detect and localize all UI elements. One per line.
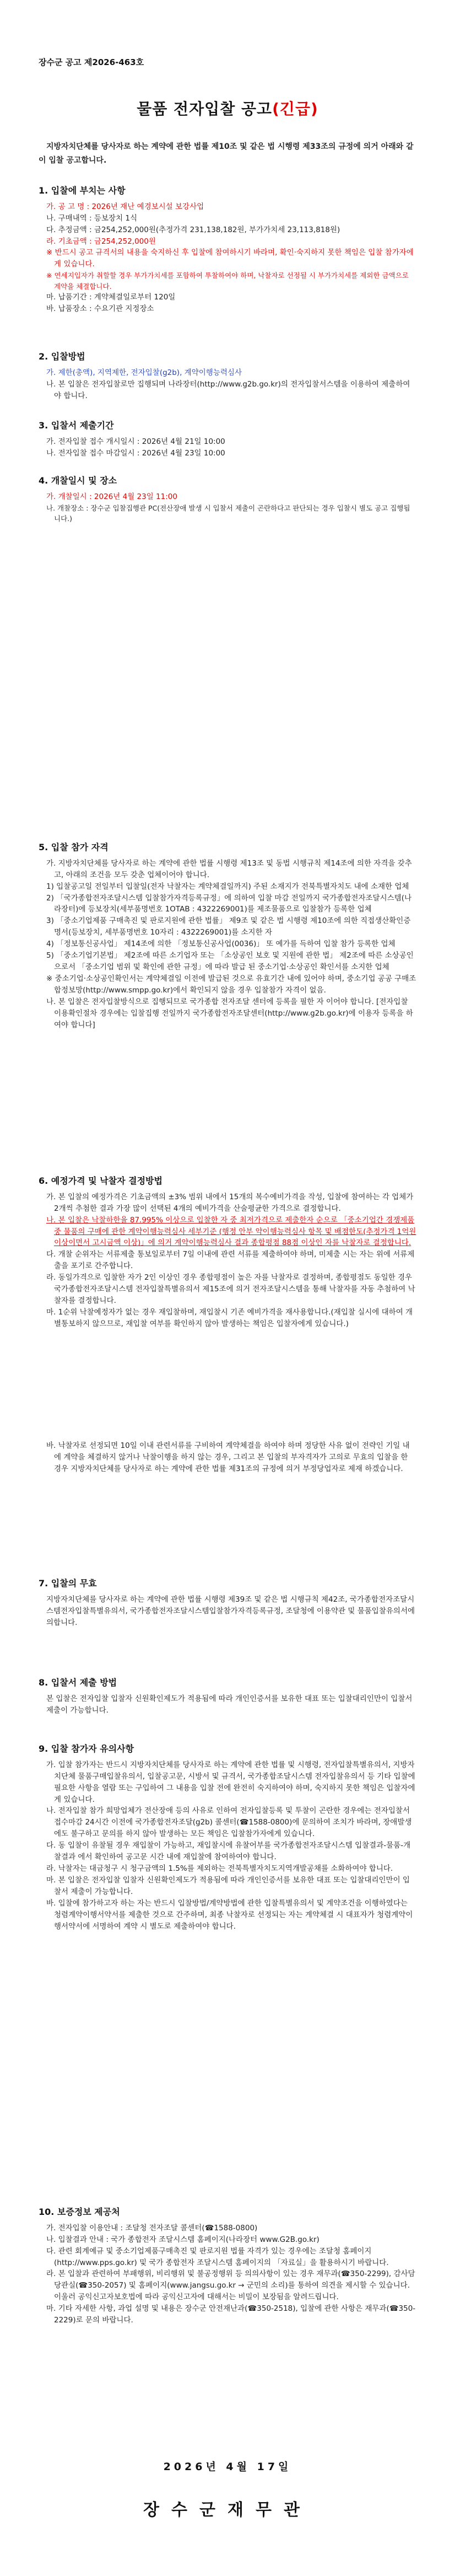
info-line: 다. 관련 회계예규 및 중소기업제품구매촉진 및 판로지원 법률 자격가 있는 경우에는 조달청 홈페이지(http://www.pps.go.kr) 및 국가 종합전자 조달시스템 홈페이지의 「자료실」을 활용하시기 바랍니다. <box>46 2246 389 2267</box>
section-heading: 9. 입찰 참가자 유의사항 <box>39 1743 134 1754</box>
title-urgent-badge: (긴급) <box>272 100 318 118</box>
award-line: 바. 낙찰자로 선정되면 10일 이내 관련서류를 구비하여 계약체결을 하여야 하며 정당한 사유 없이 전략인 기일 내에 계약을 체결하지 않거나 낙찰이행을 하지 않는 경우, 그리고 본 입찰의 부자격자가 고의로 무효의 입찰을 한 경우 지방자치단체를 당사자로 하는 계약에 관한 법률 제31조의 규정에 의거 부정당업자로 제재 하겠습니다. <box>46 1441 410 1473</box>
section-bid-items <box>39 184 416 315</box>
section-info-sources <box>39 2205 416 2326</box>
award-line: 다. 개찰 순위자는 서류제출 통보일로부터 7일 이내에 관련 서류를 제출하여야 하며, 미제출 시는 자는 위에 서류제출을 포기로 간주합니다. <box>46 1250 415 1271</box>
notes-line: 가. 입찰 참가자는 반드시 지방자치단체를 당사자로 하는 계약에 관한 법률 및 시행령, 전자입찰특별유의서, 지방자치단체 물품구매입찰유의서, 입찰공고문, 시방서 및 규격서, 국가종합조달시스템 전자입찰유의서 등 기타 입찰에 필요한 사항을 열람 또는 구입하여 그 내용을 입찰 전에 완전히 숙지하여야 하며, 숙지하지 못한 책임은 입찰자에게 있습니다. <box>46 1760 415 1804</box>
award-line: 마. 1순위 낙찰예정자가 없는 경우 재입찰하며, 재입찰시 기존 예비가격을 재사용합니다.(재입찰 실시에 대하여 개별통보하지 않으므로, 재입찰 여부를 확인하지 않아 발생하는 책임은 입찰자에게 있습니다.) <box>46 1308 413 1328</box>
eligibility-sub: 1) 입찰공고일 전일부터 입찰일(전자 낙찰자는 계약체결일까지) 주된 소재지가 전북특별자치도 내에 소재한 업체 <box>46 882 409 891</box>
section-heading: 1. 입찰에 부치는 사항 <box>39 185 126 196</box>
section-heading: 3. 입찰서 제출기간 <box>39 420 114 431</box>
eligibility-line: 가. 지방자치단체를 당사자로 하는 계약에 관한 법률 시행령 제13조 및 동법 시행규칙 제14조에 의한 자격을 갖추고, 아래의 조건을 모두 갖춘 업체이어야 합니다. <box>46 858 412 879</box>
section-heading: 2. 입찰방법 <box>39 351 85 362</box>
method-line: 가. 제한(총액), 지역제한, 전자입찰(g2b), 계약이행능력심사 <box>46 368 242 377</box>
notice-line-1: ※ 반드시 공고 규격서의 내용을 숙지하신 후 입찰에 참여하시기 바라며, 확인·숙지하지 못한 책임은 입찰 참가자에게 있습니다. <box>46 248 414 269</box>
title-main: 물품 전자입찰 공고 <box>137 100 273 118</box>
page-title <box>0 97 455 121</box>
info-line: 가. 전자입찰 이용안내 : 조달청 전자조달 콜센터(☎1588-0800) <box>46 2223 258 2232</box>
section-heading: 10. 보증정보 제공처 <box>39 2207 120 2217</box>
section-heading: 5. 입찰 참가 자격 <box>39 842 109 852</box>
eligibility-line: 나. 본 입찰은 전자입찰방식으로 집행되므로 국가종합 전자조달 센터에 등록을 필한 자 이어야 합니다. [전자입찰 이용확인절차 경우에는 입찰집행 전일까지 국가종합전자조달센터(http://www.g2b.go.kr)에 이용자 등록을 하여야 합니다] <box>46 997 413 1029</box>
section-submission-period <box>39 419 416 459</box>
delivery-place-line: 바. 납품장소 : 수요기관 지정장소 <box>46 304 154 313</box>
info-line: 나. 입찰결과 안내 : 국가 종합전자 조달시스템 홈페이지(나라장터 www.G2B.go.kr) <box>46 2235 319 2244</box>
estimate-line: 다. 추정금액 : 금254,252,000원(추정가격 231,138,182원, 부가가치세 23,113,818원) <box>46 225 340 234</box>
section-heading: 7. 입찰의 무효 <box>39 1578 97 1588</box>
notes-line: 라. 낙찰자는 대금청구 시 청구금액의 1.5%를 제외하는 전북특별자치도지역개발공채를 소화하여야 합니다. <box>46 1864 393 1874</box>
notice-line-2: ※ 연세지입자가 취할할 경우 부가가치세를 포함하여 투찰하여야 하며, 낙찰자로 선정될 시 부가가치세를 제외한 금액으로 계약을 체결합니다. <box>46 271 409 291</box>
award-line: 나. 본 입찰은 낙찰하한율 87.995% 이상으로 입찰한 자 중 최저가격으로 제출한자 순으로 「중소기업간 경쟁제품 중 물품의 구매에 관한 계약이행능력심사 세부기준 (행정 안부 약이행능력심사 항목 및 배점한도(추정가격 1억원 이상이면서 고시금액 이상)」에 의거 계약이행능력심사 결과 종합평점 88점 이상인 자를 낙찰자로 결정합니다. <box>46 1215 416 1248</box>
section-bid-method <box>39 350 416 402</box>
notes-line: 마. 본 입찰은 전자입찰 입찰자 신원확인제도가 적용됨에 따라 개인인증서를 보유한 대표 또는 입찰대리인만이 입찰서 제출이 가능합니다. <box>46 1876 410 1896</box>
section-heading: 6. 예정가격 및 낙찰자 결정방법 <box>39 1176 162 1186</box>
eligibility-sub: 3) 「중소기업제품 구매촉진 및 판로지원에 관한 법률」 제9조 및 같은 법 시행령 제10조에 의한 직접생산확인증명서(등보장치, 세부품명번호 10자리 : 4322269001)를 소지한 자 <box>46 916 411 937</box>
opening-time-line: 가. 개찰일시 : 2026년 4월 23일 11:00 <box>46 492 177 501</box>
intro-text: 지방자치단체를 당사자로 하는 계약에 관한 법률 제10조 및 같은 법 시행령 제33조의 규정에 의거 아래와 같이 입찰 공고합니다. <box>39 142 414 165</box>
eligibility-sub: 4) 「정보통신공사업」 제14조에 의한 「정보통신공사업(0036)」 또 예가를 득하여 입찰 참가 등록한 업체 <box>46 940 396 949</box>
eligibility-note: ※ 중소기업·소상공인확인서는 계약체결일 이전에 발급된 것으로 유효기간 내에 있어야 하며, 중소기업 공공 구매조합정보망(http://www.smpp.go.kr)에서 확인되지 않을 경우 입찰참가 자격이 없음. <box>46 974 416 995</box>
notes-line: 나. 전자입찰 참가 희망업체가 전산장애 등의 사유로 인하여 전자입찰등록 및 투찰이 곤란한 경우에는 전자입찰서 접수마감 24시간 이전에 국가종합전자조달(g2b) 콜센터(☎1588-0800)에 문의하여 조치가 바라며, 장애발생에도 불구하고 문의를 하지 않아 발생하는 모든 책임은 입찰참가자에게 있습니다. <box>46 1806 412 1839</box>
section-notes <box>39 1742 416 1933</box>
notes-line: 바. 입찰에 참가하고자 하는 자는 반드시 입찰방법/계약방법에 관한 입찰특별유의서 및 계약조건을 이행하였다는 청렴계약이행서약서를 제출한 것으로 간주하며, 최종 낙찰자로 선정되는 자는 계약체결 시 대표자가 청렴계약이행서약서에 서명하여 계약 시 별도로 제출하여야 합니다. <box>46 1898 413 1931</box>
award-line: 가. 본 입찰의 예정가격은 기초금액의 ±3% 범위 내에서 15개의 복수예비가격을 작성, 입찰에 참여하는 각 업체가 2개씩 추첨한 결과 가장 많이 선택된 4개의 예비가격을 산술평균한 가격으로 결정합니다. <box>46 1192 414 1213</box>
period-line: 나. 전자입찰 접수 마감일시 : 2026년 4월 23일 10:00 <box>46 448 225 458</box>
notice-date: 2026년 4월 17일 <box>163 2461 292 2473</box>
section-heading: 8. 입찰서 제출 방법 <box>39 1677 117 1688</box>
doc-number: 장수군 공고 제2026-463호 <box>39 57 144 67</box>
delivery-period-line: 마. 납품기간 : 계약체결일로부터 120일 <box>46 293 176 302</box>
notes-line: 다. 동 입찰이 유찰될 경우 재입찰이 가능하고, 재입찰시에 유찰어부를 국가종합전자조달시스템 입찰결과-물품-개찰결과 에서 확인하여 공고문 시간 내에 재입찰에 참여하여야 합니다. <box>46 1841 411 1862</box>
purchase-line: 나. 구매내역 : 등보장치 1식 <box>46 213 138 223</box>
issuing-organization: 장수군재무관 <box>143 2500 312 2520</box>
section-eligibility <box>39 841 416 1031</box>
bid-title-line: 가. 공 고 명 : 2026년 재난 예경보시설 보강사업 <box>46 202 204 211</box>
section-submit-method <box>39 1676 416 1716</box>
submit-text: 본 입찰은 전자입찰 입찰자 신원확인제도가 적용됨에 따라 개인인증서를 보유한 대표 또는 입찰대리인만이 입찰서 제출이 가능합니다. <box>46 1694 413 1715</box>
opening-place-line: 나. 개찰장소 : 장수군 입찰집행관 PC(전산장애 발생 시 입찰서 제출이 곤란하다고 판단되는 경우 입찰시 별도 공고 집행됩니다.) <box>46 503 410 523</box>
invalid-text: 지방자치단체를 당사자로 하는 계약에 관한 법률 시행령 제39조 및 같은 법 시행규칙 제42조, 국가종합전자조달시스템전자입찰특별유의서, 국가종합전자조달시스템입찰참가자격등록규정, 조달청에 이용약관 및 물품입찰유의서에 의합니다. <box>46 1595 415 1627</box>
method-line: 나. 본 입찰은 전자입찰로만 집행되며 나라장터(http://www.g2b.go.kr)의 전자입찰서스템을 이용하여 제출하여야 합니다. <box>46 379 410 400</box>
award-line: 라. 동일가격으로 입찰한 자가 2인 이상인 경우 종합평점이 높은 자를 낙찰자로 결정하며, 종합평점도 동일한 경우 국가종합전자조달시스템 전자입찰특별유의서 제15조에 의거 전자조달시스템을 통해 낙찰자를 자동 추첨하여 낙찰자를 결정합니다. <box>46 1273 415 1306</box>
info-line: 마. 기타 자세한 사항, 과업 설명 및 내용은 장수군 안전재난과(☎350-2518), 입찰에 관한 사항은 재무과(☎350-2229)로 문의 바랍니다. <box>46 2304 416 2325</box>
section-opening <box>39 474 416 524</box>
section-award <box>39 1174 416 1475</box>
section-heading: 4. 개찰일시 및 장소 <box>39 475 117 486</box>
eligibility-sub: 2) 「국가종합전자조달시스템 입찰참가자격등록규정」에 의하여 입찰 마감 전일까지 국가종합전자조달시스템(나라장터)에 등보장치(세부품명번호 1OTAB : 4322269001)를 제조물품으로 입찰참가 등록한 업체 <box>46 893 412 914</box>
period-line: 가. 전자입찰 접수 개시일시 : 2026년 4월 21일 10:00 <box>46 437 225 446</box>
info-line: 라. 본 입찰과 관련하여 부패행위, 비리행위 및 불공정행위 등 의의사항이 있는 경우 재무과(☎350-2299), 감사담당관실(☎350-2057) 및 홈페이지(www.jangsu.go.kr → 군민의 소리)를 통하여 의견을 제시할 수 있습니다. 이울러 공익신고자보호법에 따라 공익신고자에 대해서는 비밀이 보장됨을 알려드립니다. <box>46 2269 415 2302</box>
base-amount-line: 라. 기초금액 : 금254,252,000원 <box>46 237 156 246</box>
section-invalid <box>39 1577 416 1629</box>
eligibility-sub: 5) 「중소기업기본법」 제2조에 따른 소기업자 또는 「소상공인 보호 및 지원에 관한 법」 제2조에 따른 소상공인으로서 「중소기업 범위 및 확인에 관한 규정」에 따라 발급 된 중소기업·소상공인 확인서를 소지한 업체 <box>46 951 414 972</box>
